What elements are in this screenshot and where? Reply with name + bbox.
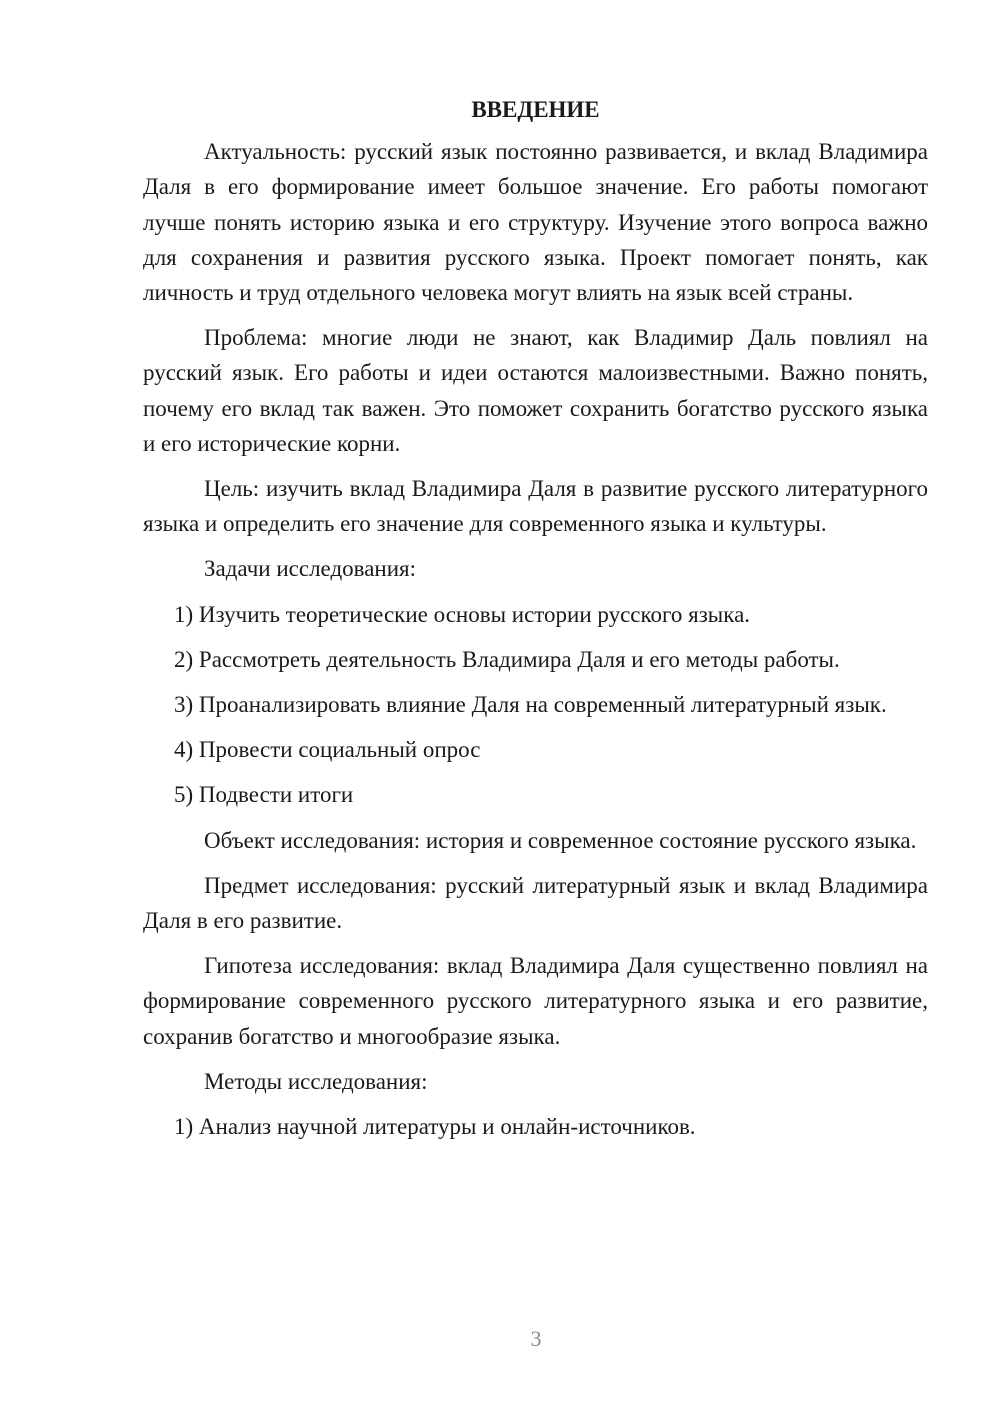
- task-item-4: 4) Провести социальный опрос: [174, 737, 481, 763]
- page-number: 3: [530, 1326, 542, 1351]
- hypothesis-paragraph: Гипотеза исследования: вклад Владимира Даля существенно повлиял на формирование современного русского литературного языка и его развитие, сохранив богатство и многообразие языка.: [143, 953, 928, 1049]
- relevance-paragraph: Актуальность: русский язык постоянно развивается, и вклад Владимира Даля в его формирование имеет большое значение. Его работы помогают лучше понять историю языка и его структуру. Изучение этого вопроса важно для сохранения и развития русского языка. Проект помогает понять, как личность и труд отдельного человека могут влиять на язык всей страны.: [143, 139, 928, 306]
- task-item-5: 5) Подвести итоги: [174, 782, 354, 808]
- tasks-heading: Задачи исследования:: [204, 556, 417, 582]
- subject-paragraph: Предмет исследования: русский литературный язык и вклад Владимира Даля в его развитие.: [143, 872, 928, 934]
- methods-heading: Методы исследования:: [204, 1068, 428, 1094]
- task-item-2: 2) Рассмотреть деятельность Владимира Даля и его методы работы.: [174, 646, 840, 672]
- goal-paragraph: Цель: изучить вклад Владимира Даля в развитие русского литературного языка и определить его значение для современного языка и культуры.: [143, 476, 928, 537]
- section-title: ВВЕДЕНИЕ: [471, 97, 600, 122]
- object-paragraph: Объект исследования: история и современное состояние русского языка.: [204, 827, 917, 853]
- page-content: [143, 92, 928, 1154]
- problem-paragraph: Проблема: многие люди не знают, как Владимир Даль повлиял на русский язык. Его работы и идеи остаются малоизвестными. Важно понять, почему его вклад так важен. Это поможет сохранить богатство русского языка и его исторические корни.: [143, 325, 928, 456]
- method-item-1: 1) Анализ научной литературы и онлайн-источников.: [174, 1114, 696, 1140]
- task-item-1: 1) Изучить теоретические основы истории русского языка.: [174, 601, 751, 627]
- task-item-3: 3) Проанализировать влияние Даля на современный литературный язык.: [174, 692, 887, 718]
